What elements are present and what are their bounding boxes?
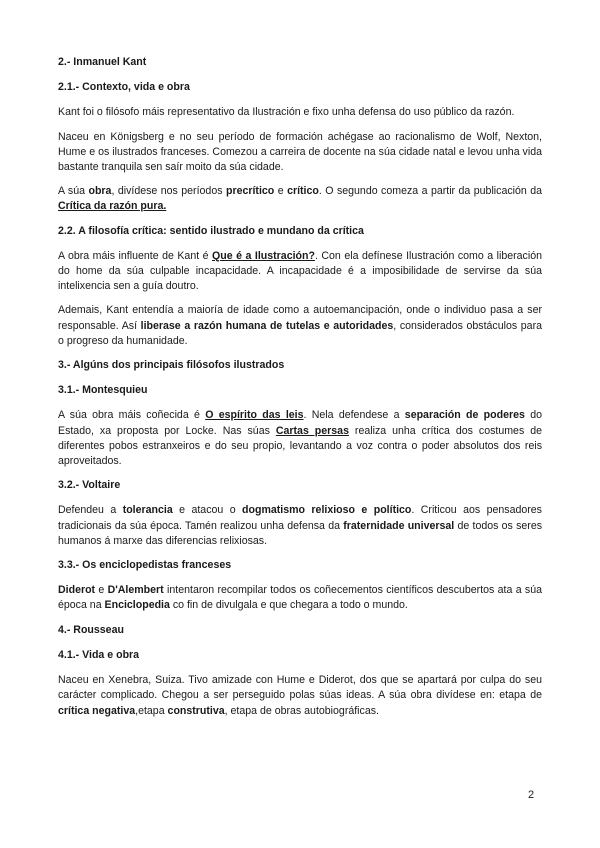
- text: ,etapa: [135, 704, 168, 717]
- heading-kant: 2.- Inmanuel Kant: [58, 56, 147, 68]
- text: Ademais, Kant entendía a maioría de idade como a autoemancipación, onde o individuo pasa a ser responsable. Así: [58, 304, 542, 332]
- bold-text: crítica negativa: [58, 704, 136, 717]
- bold-text: Enciclopedia: [104, 599, 170, 612]
- text: A súa: [58, 185, 89, 198]
- heading-rousseau: 4.- Rousseau: [58, 623, 124, 636]
- bold-text: dogmatismo relixioso e político: [242, 504, 412, 517]
- text: , considerados obstáculos para o progreso da humanidade.: [58, 319, 542, 347]
- text: Naceu en Xenebra, Suiza. Tivo amizade con Hume e Diderot, dos que se apartará por culpa do seu carácter complicado. Chegou a ser perseguido polas súas ideas. A súa obra divídese en: etapa de: [58, 674, 542, 702]
- work-title: Que é a Ilustración?: [212, 249, 315, 262]
- paragraph-voltaire: [58, 503, 542, 549]
- bold-text: liberase a razón humana de tutelas e autoridades: [140, 319, 394, 332]
- text: A súa obra máis coñecida é: [58, 409, 206, 422]
- text: Defendeu a: [58, 504, 123, 517]
- bold-text: precrítico: [225, 185, 275, 198]
- text: do Estado, xa proposta por Locke. Nas súas: [58, 409, 542, 437]
- text: . Nela defendese a: [303, 409, 405, 422]
- paragraph-kant-intro: Kant foi o filósofo máis representativo da Ilustración e fixo unha defensa do uso público da razón.: [58, 106, 515, 119]
- bold-text: construtiva: [167, 704, 225, 717]
- page-content: [58, 55, 542, 728]
- text: . Con ela defínese Ilustración como a liberación do home da súa culpable incapacidade. A incapacidade é a imposibilidade de servirse da súa intelixencia sen a guía doutro.: [58, 249, 542, 293]
- text: de todos os seres humanos á marxe das diferencias relixiosas.: [58, 519, 543, 547]
- heading-enciclopedistas: 3.3.- Os enciclopedistas franceses: [58, 559, 232, 572]
- text: , etapa de obras autobiográficas.: [224, 704, 379, 717]
- heading-filosofos-ilustrados: 3.- Algúns dos principais filósofos ilustrados: [58, 359, 285, 372]
- heading-voltaire: 3.2.- Voltaire: [58, 479, 121, 492]
- bold-text: tolerancia: [122, 504, 173, 517]
- text: . O segundo comeza a partir da publicación da: [318, 185, 543, 198]
- text: e: [274, 185, 288, 198]
- text: co fin de divulgala e que chegara a todo o mundo.: [169, 599, 408, 612]
- text: , divídese nos períodos: [111, 185, 226, 198]
- bold-text: separación de poderes: [404, 409, 525, 422]
- paragraph-kant-works: [58, 184, 542, 214]
- bold-text: D'Alembert: [107, 584, 164, 597]
- text: . Criticou aos pensadores tradicionais da súa época. Tamén realizou unha defensa da: [58, 504, 542, 532]
- bold-text: fraternidade universal: [343, 519, 455, 532]
- heading-montesquieu: 3.1.- Montesquieu: [58, 384, 148, 397]
- text: e: [95, 584, 108, 597]
- paragraph-montesquieu: [58, 408, 542, 469]
- text: intentaron recompilar todos os coñecementos científicos descubertos ata a súa época na: [58, 584, 542, 612]
- paragraph-rousseau: [58, 673, 542, 719]
- paragraph-ilustracion: [58, 249, 542, 295]
- work-title: O espírito das leis: [205, 409, 304, 422]
- heading-vida-obra: 4.1.- Vida e obra: [58, 648, 140, 661]
- bold-text: crítico: [287, 185, 319, 198]
- text: A obra máis influente de Kant é: [58, 249, 213, 262]
- heading-contexto: 2.1.- Contexto, vida e obra: [58, 81, 190, 94]
- heading-filosofia-critica: 2.2. A filosofía crítica: sentido ilustrado e mundano da crítica: [58, 224, 364, 237]
- work-title: Crítica da razón pura.: [58, 200, 167, 213]
- work-title: Cartas persas: [275, 424, 349, 437]
- bold-text: Diderot: [58, 584, 96, 597]
- paragraph-maioria-idade: [58, 303, 542, 349]
- paragraph-kant-birth: Naceu en Königsberg e no seu período de formación achégase ao racionalismo de Wolf, Nexton, Hume e os ilustrados franceses. Comezou a carreira de docente na súa cidade natal e levou unha vida bastante tranquila sen saír moito da súa cidade.: [58, 130, 542, 174]
- page-number: 2: [528, 789, 535, 801]
- bold-text: obra: [88, 185, 112, 198]
- paragraph-enciclopedistas: [58, 583, 542, 613]
- text: e atacou o: [172, 504, 243, 517]
- text: realiza unha crítica dos costumes de diferentes pobos estranxeiros e do seu propio, levantando a voz contra o poder absolutos dos reis aproveitados.: [58, 424, 542, 468]
